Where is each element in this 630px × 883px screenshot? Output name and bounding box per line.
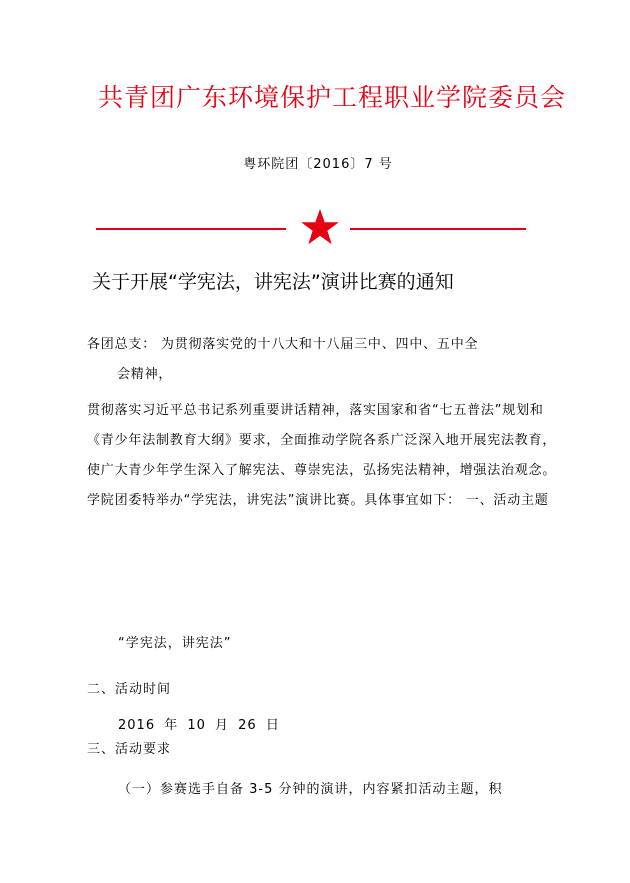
paragraph-line: 会精神，	[117, 367, 173, 382]
red-divider-left	[96, 228, 286, 230]
red-divider-right	[350, 228, 526, 230]
requirement-item: （一）参赛选手自备 3-5 分钟的演讲，内容紧扣活动主题，积	[118, 782, 503, 797]
org-title: 共青团广东环境保护工程职业学院委员会	[97, 83, 566, 112]
notice-title: 关于开展“学宪法，讲宪法”演讲比赛的通知	[92, 271, 454, 293]
star-icon	[300, 207, 340, 247]
paragraph-salutation	[87, 330, 567, 390]
section-heading-time: 二、活动时间	[87, 682, 172, 697]
activity-date: 2016 年 10 月 26 日	[118, 718, 280, 733]
paragraph-main: 贯彻落实习近平总书记系列重要讲话精神，落实国家和省“七五普法”规划和《青少年法制教育大纲》要求，全面推动学院各系广泛深入地开展宪法教育，使广大青少年学生深入了解宪法、尊崇宪法，弘扬宪法精神，增强法治观念。学院团委特举办“学宪法，讲宪法”演讲比赛。具体事宜如下： 一、活动主题	[87, 403, 557, 508]
activity-theme: “学宪法，讲宪法”	[118, 636, 232, 651]
section-heading-requirements: 三、活动要求	[87, 742, 172, 757]
document-number: 粤环院团〔2016〕7 号	[243, 157, 393, 172]
paragraph-line: 各团总支： 为贯彻落实党的十八大和十八届三中、四中、五中全	[87, 337, 479, 352]
